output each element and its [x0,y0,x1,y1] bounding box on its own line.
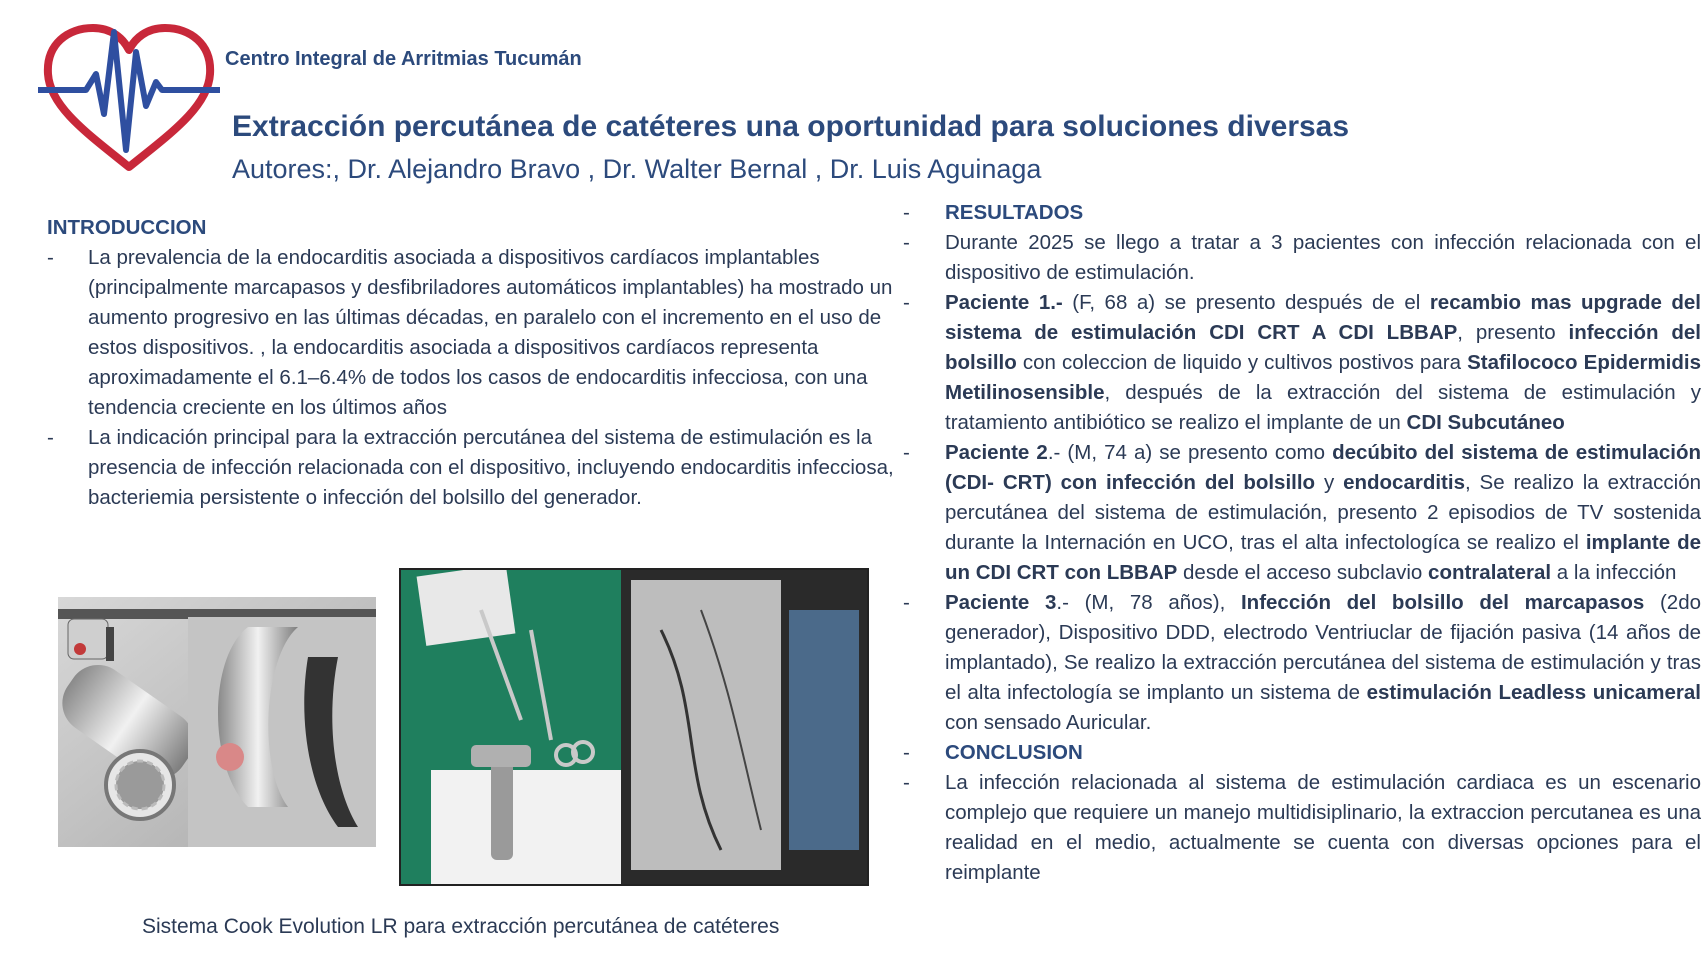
procedure-photo-image [399,568,869,886]
results-heading-row [903,198,1701,228]
text-fragment: .- (M, 74 a) se presento como [1047,441,1333,464]
bold-fragment: contralateral [1428,561,1552,584]
bullet-dash: - [903,201,910,224]
image-caption: Sistema Cook Evolution LR para extracción percutánea de catéteres [142,915,780,938]
bold-fragment: decúbito del sistema de estimulación (CDI- CRT) con infección del bolsillo [945,441,1702,494]
page-title: Extracción percutánea de catéteres una oportunidad para soluciones diversas [232,110,1350,143]
text-fragment: , presento [1457,321,1569,344]
text-fragment: desde el acceso subclavio [1177,561,1429,584]
text-fragment: (2do generador), Dispositivo DDD, electrodo Ventriuclar de fijación pasiva (14 años de implantado), Se realizo la extracción percutánea del sistema de estimulación y tras el alta infectología se implanto un sistema de [945,591,1701,704]
introduction-heading: INTRODUCCION [47,216,207,239]
results-heading: RESULTADOS [945,201,1084,224]
patient-3-paragraph [903,588,1701,738]
organization-name: Centro Integral de Arritmias Tucumán [225,48,582,70]
introduction-section [47,213,897,513]
bullet-dash: - [903,291,910,314]
text-fragment: .- (M, 78 años), [1056,591,1241,614]
patient-2-paragraph [903,438,1701,588]
bold-fragment: infección del bolsillo [945,321,1701,374]
text-fragment: con coleccion de liquido y cultivos postivos para [1016,351,1468,374]
patient-2-label: Paciente 2 [945,441,1048,464]
bold-fragment: CDI Subcutáneo [1406,411,1565,434]
text-fragment: , después de la extracción del sistema de estimulación y tratamiento antibiótico se realizo el implante de un [945,381,1701,434]
bullet-dash: - [903,441,910,464]
bullet-dash: - [903,591,910,614]
results-summary-text: Durante 2025 se llego a tratar a 3 pacientes con infección relacionada con el dispositivo de estimulación. [945,231,1701,284]
intro-text-2: La indicación principal para la extracción percutánea del sistema de estimulación es la presencia de infección relacionada con el dispositivo, incluyendo endocarditis infecciosa, bacteriemia persistente o infección del bolsillo del generador. [88,426,894,509]
bullet-dash: - [47,426,54,449]
bold-fragment: implante de un CDI CRT con LBBAP [945,531,1701,584]
text-fragment: (F, 68 a) se presento después de el [1062,291,1430,314]
conclusion-text: La infección relacionada al sistema de estimulación cardiaca es un escenario complejo que requiere un manejo multidisiplinario, la extraccion percutanea es una realidad en el medio, actualmente se cuenta con diversas opciones para el reimplante [945,771,1701,884]
intro-text-1: La prevalencia de la endocarditis asociada a dispositivos cardíacos implantables (principalmente marcapasos y desfibriladores automáticos implantables) ha mostrado un aumento progresivo en las últimas décadas, en paralelo con el incremento en el uso de estos dispositivos. , la endocarditis asociada a dispositivos cardíacos representa aproximadamente el 6.1–6.4% de todos los casos de endocarditis infecciosa, con una tendencia creciente en los últimos años [88,246,893,419]
bold-fragment: recambio mas upgrade del sistema de estimulación CDI CRT A CDI LBBAP [945,291,1701,344]
bold-fragment: estimulación Leadless unicameral [1366,681,1702,704]
results-summary [903,228,1701,288]
bold-fragment: endocarditis [1343,471,1465,494]
intro-paragraph-1 [47,243,897,423]
text-fragment: , Se realizo la extracción percutánea del sistema de estimulación, presento 2 episodios de TV sostenida durante la Internación en UCO, tras el alta infectologíca se realizo el [945,471,1701,554]
intro-paragraph-2 [47,423,897,513]
bullet-dash: - [47,246,54,269]
text-fragment: a la infección [1551,561,1677,584]
bullet-dash: - [903,771,910,794]
conclusion-heading-row [903,738,1701,768]
bold-fragment: Stafilococo Epidermidis Metilinosensible [945,351,1701,404]
bullet-dash: - [903,741,910,764]
text-fragment: con sensado Auricular. [945,711,1152,734]
results-section [903,198,1701,888]
conclusion-heading: CONCLUSION [945,741,1083,764]
bold-fragment: Infección del bolsillo del marcapasos [1240,591,1645,614]
patient-3-label: Paciente 3 [945,591,1057,614]
conclusion-paragraph [903,768,1701,888]
bullet-dash: - [903,231,910,254]
authors-line: Autores:, Dr. Alejandro Bravo , Dr. Walter Bernal , Dr. Luis Aguinaga [232,154,1042,184]
heart-pulse-logo-icon [38,22,220,172]
patient-1-paragraph [903,288,1701,438]
text-fragment: y [1315,471,1344,494]
patient-1-label: Paciente 1.- [945,291,1063,314]
cook-evolution-device-image [58,597,376,847]
